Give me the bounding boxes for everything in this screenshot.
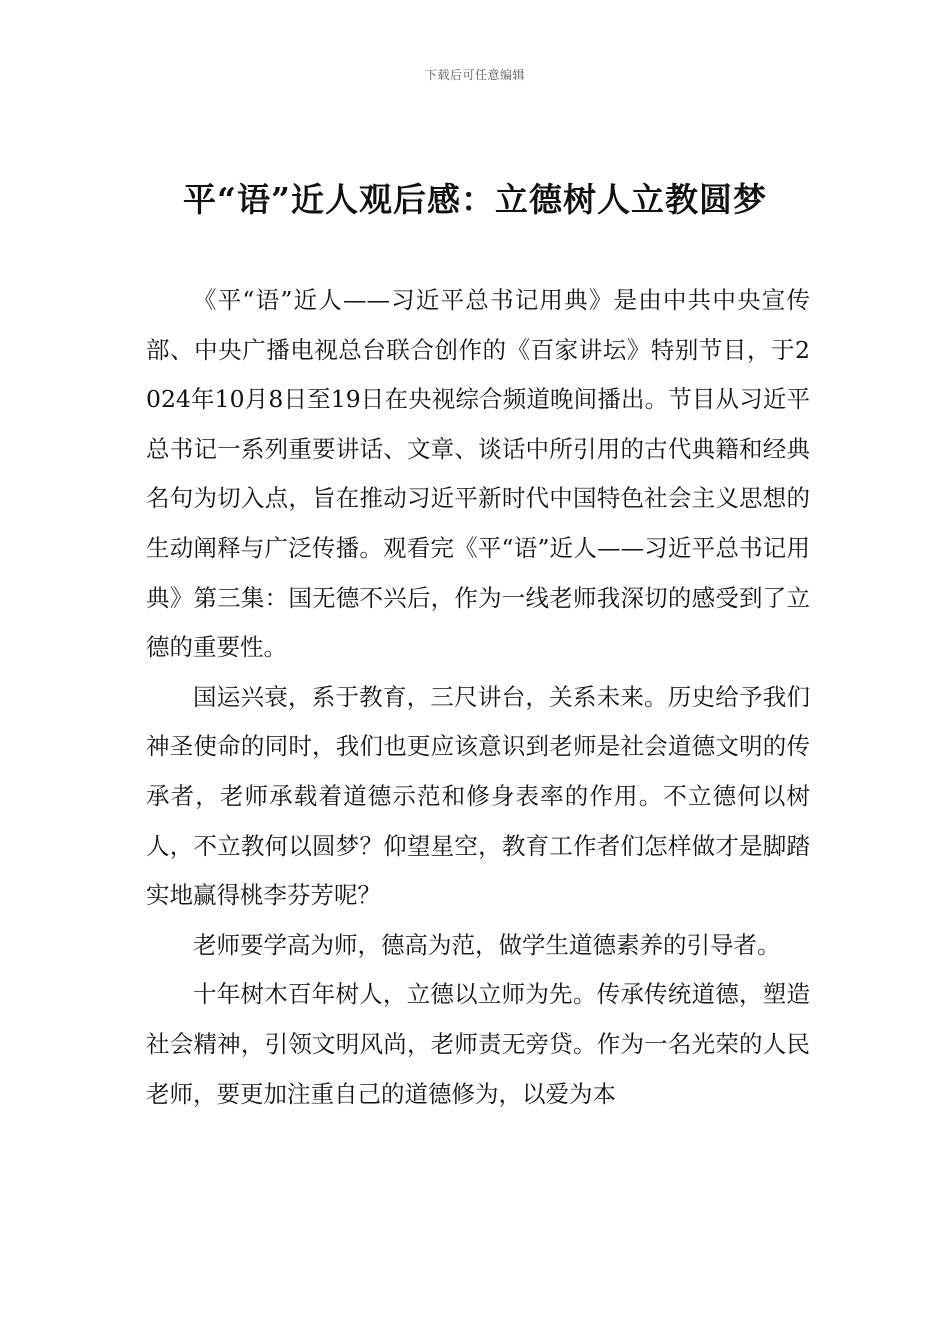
paragraph-1: 《平“语”近人——习近平总书记用典》是由中共中央宣传部、中央广播电视总台联合创作的《百家讲坛》特别节目，于2024年10月8日至19日在央视综合频道晚间播出。节目从习近平总书记一系列重要讲话、文章、谈话中所引用的古代典籍和经典名句为切入点，旨在推动习近平新时代中国特色社会主义思想的生动阐释与广泛传播。观看完《平“语”近人——习近平总书记用典》第三集：国无德不兴后，作为一线老师我深切的感受到了立德的重要性。: [146, 286, 810, 662]
paragraph-3: 老师要学高为师，德高为范，做学生道德素养的引导者。: [193, 930, 781, 959]
document-title: 平“语”近人观后感：立德树人立教圆梦: [183, 180, 767, 219]
paragraph-2: 国运兴衰，系于教育，三尺讲台，关系未来。历史给予我们神圣使命的同时，我们也更应该意识到老师是社会道德文明的传承者，老师承载着道德示范和修身表率的作用。不立德何以树人，不立教何以圆梦？仰望星空，教育工作者们怎样做才是脚踏实地赢得桃李芬芳呢？: [146, 682, 810, 910]
header-note: 下载后可任意编辑: [424, 68, 525, 82]
paragraph-4: 十年树木百年树人，立德以立师为先。传承传统道德，塑造社会精神，引领文明风尚，老师责无旁贷。作为一名光荣的人民老师，要更加注重自己的道德修为，以爱为本: [146, 980, 810, 1108]
document-body: [146, 276, 810, 1119]
